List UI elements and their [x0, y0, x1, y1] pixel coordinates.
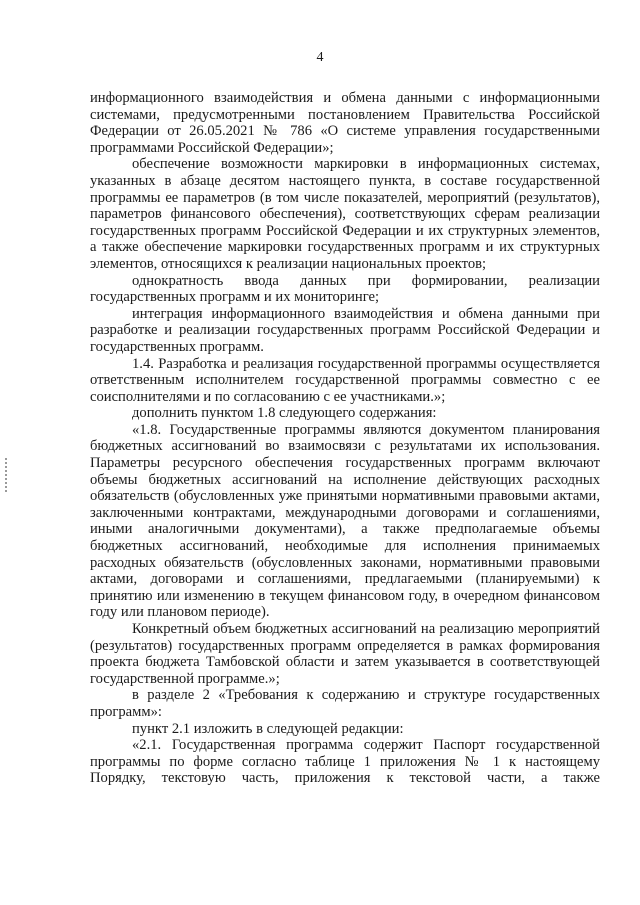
scan-edge-mark — [5, 458, 9, 492]
paragraph: интеграция информационного взаимодействия и обмена данными при разработке и реализации государственных программ Российской Федерации и государственных программ. — [90, 305, 600, 355]
paragraph: 1.4. Разработка и реализация государственной программы осуществляется ответственным исполнителем государственной программы совместно с ее соисполнителями и по согласованию с ее участниками.»; — [90, 355, 600, 405]
paragraph: «1.8. Государственные программы являются документом планирования бюджетных ассигнований во взаимосвязи с результатами их использования. Параметры ресурсного обеспечения государственных программ включают объемы бюджетных ассигнований на исполнение действующих расходных обязательств (обусловленных уже принятыми нормативными правовыми актами, заключенными контрактами, международными договорами и соглашениями, иными аналогичными документами), а также предполагаемые объемы бюджетных ассигнований, необходимые для исполнения принимаемых расходных обязательств (обусловленных законами, нормативными правовыми актами, договорами и соглашениями, предлагаемыми (планируемыми) к принятию или изменению в текущем финансовом году, в очередном финансовом году или плановом периоде). — [90, 421, 600, 621]
page-number: 4 — [316, 50, 324, 65]
paragraph: дополнить пунктом 1.8 следующего содержания: — [132, 405, 437, 422]
paragraph: Конкретный объем бюджетных ассигнований на реализацию мероприятий (результатов) государственных программ определяется в рамках формирования проекта бюджета Тамбовской области и затем указывается в соответствующей государственной программе.»; — [90, 621, 600, 687]
paragraph: в разделе 2 «Требования к содержанию и структуре государственных программ»: — [90, 687, 600, 720]
document-body — [90, 90, 600, 787]
paragraph: обеспечение возможности маркировки в информационных системах, указанных в абзаце десятом настоящего пункта, в составе государственной программы ее параметров (в том числе показателей, мероприятий (результатов), параметров финансового обеспечения), соответствующих сферам реализации государственных программ Российской Федерации и их структурных элементов, а также обеспечение маркировки государственных программ и их структурных элементов, относящихся к реализации национальных проектов; — [90, 156, 600, 272]
paragraph: «2.1. Государственная программа содержит Паспорт государственной программы по форме согласно таблице 1 приложения № 1 к настоящему Порядку, текстовую часть, приложения к текстовой части, а также — [90, 737, 600, 787]
paragraph: информационного взаимодействия и обмена данными с информационными системами, предусмотренными постановлением Правительства Российской Федерации от 26.05.2021 № 786 «О системе управления государственными программами Российской Федерации»; — [90, 90, 600, 156]
paragraph: пункт 2.1 изложить в следующей редакции: — [132, 720, 404, 737]
paragraph: однократность ввода данных при формировании, реализации государственных программ и их мониторинге; — [90, 272, 600, 306]
